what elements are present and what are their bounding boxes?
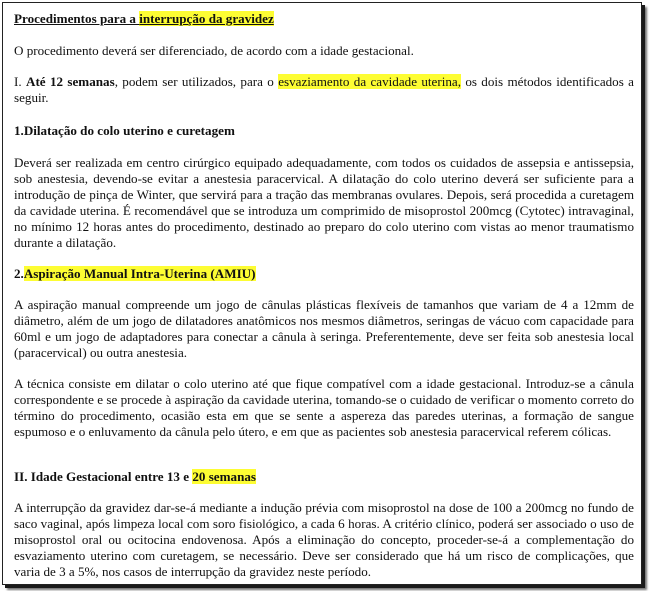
method1-body: Deverá ser realizada em centro cirúrgico equipado adequadamente, com todos os cuidados de assepsia e antissepsia, sob anestesia, devendo-se evitar a anestesia paracervical. A dilatação do colo uterino deverá ser suficiente para a introdução de pinça de Winter, que servirá para a tração das membranas ovulares. Depois, será procedida a curetagem da cavidade uterina. É recomendável que se introduza um comprimido de misoprostol 200mcg (Cytotec) intravaginal, no mínimo 12 horas antes do procedimento, destinado ao preparo do colo uterino com vistas ao menor traumatismo durante a dilatação. bbox=[14, 155, 634, 250]
section2-heading-prefix: II. Idade Gestacional entre 13 e bbox=[14, 469, 193, 484]
method2-body2: A técnica consiste em dilatar o colo uterino até que fique compatível com a idade gestacional. Introduz-se a cânula correspondente e se procede à aspiração da cavidade uterina, tomando-se o cuidado de verificar o momento correto do término do procedimento, ocasião esta em que se sente a aspereza das paredes uterinas, a formação de sangue espumoso e o enluvamento da cânula pelo útero, e em que as pacientes sob anestesia paracervical referem cólicas. bbox=[14, 376, 634, 439]
section1-paragraph bbox=[14, 74, 634, 106]
method2-heading-highlight: Aspiração Manual Intra-Uterina (AMIU) bbox=[23, 266, 256, 281]
section1-highlight: esvaziamento da cavidade uterina, bbox=[278, 74, 461, 89]
method2-body1: A aspiração manual compreende um jogo de cânulas plásticas flexíveis de tamanhos que variam de 4 a 12mm de diâmetro, além de um jogo de dilatadores anatômicos nos mesmos diâmetros, seringas de vácuo com capacidade para 60ml e um jogo de adaptadores para conectar a cânula à seringa. Preferentemente, deve ser feita sob anestesia local (paracervical) ou outra anestesia. bbox=[14, 297, 634, 360]
method2-heading-prefix: 2. bbox=[14, 266, 24, 281]
title-prefix: Procedimentos para a bbox=[14, 11, 140, 26]
section1-bold: Até 12 semanas bbox=[25, 74, 115, 89]
section2-body: A interrupção da gravidez dar-se-á mediante a indução prévia com misoprostol na dose de 100 a 200mcg no fundo de saco vaginal, após limpeza local com soro fisiológico, a cada 6 horas. A critério clínico, poderá ser associado o uso de misoprostol oral ou ocitocina endovenosa. Após a eliminação do concepto, proceder-se-á a complementação do esvaziamento uterino com curetagem, se necessário. Deve ser considerado que há um risco de complicações, que varia de 3 a 5%, nos casos de interrupção da gravidez neste período. bbox=[14, 500, 634, 579]
method1-heading: 1.Dilatação do colo uterino e curetagem bbox=[14, 123, 235, 138]
page-title bbox=[14, 11, 634, 27]
section1-rest: , podem ser utilizados, para o bbox=[114, 74, 279, 89]
document-frame bbox=[2, 2, 642, 585]
method2-heading bbox=[14, 266, 634, 282]
section2-heading bbox=[14, 469, 634, 485]
section2-heading-highlight: 20 semanas bbox=[192, 469, 256, 484]
title-highlight: interrupção da gravidez bbox=[139, 11, 274, 26]
section1-tail: os dois métodos identificados a seguir. bbox=[14, 74, 634, 105]
intro-paragraph: O procedimento deverá ser diferenciado, de acordo com a idade gestacional. bbox=[14, 43, 414, 58]
section1-roman: I. bbox=[14, 74, 26, 89]
